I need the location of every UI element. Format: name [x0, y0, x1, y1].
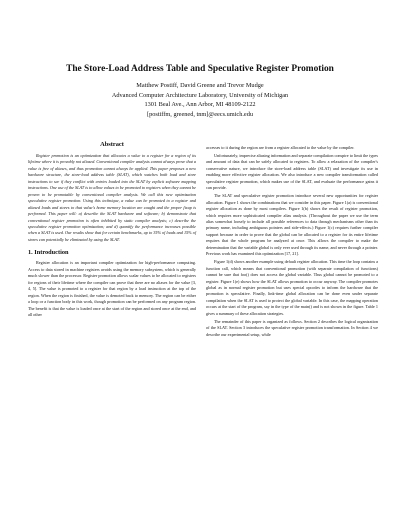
author-names: Matthew Postiff, David Greene and Trevor Mudge [136, 82, 264, 89]
body-paragraph: The SLAT and speculative register promotion introduce several new opportunities for register allocation. Figure 1 shows the combinations that we consider in this paper. Figure 1(a) is conventional register allocation as done by most compilers. Figure 1(b) shows the result of register promotion, which requires more sophisticated compiler alias analysis. (Throughout the paper we use the term alias somewhat loosely to include all possible references to data through mechanisms other than its primary name, including ambiguous pointers and side-effects.) Figure 1(c) requires further compiler support because in order to prove that the global can be allocated to a register for its entire lifetime requires that the whole program be analyzed at once. This allows the compiler to make the determination that the variable global is only ever used through its name, and never through a pointer. Previous work has examined this optimization [17, 21]. [206, 193, 378, 257]
right-column [206, 145, 378, 338]
body-paragraph: Unfortunately, imprecise aliasing information and separate compilation conspire to limit the types and amount of data that can be safely allocated to registers. To allow a relaxation of the compiler's conservative nature, we introduce the store-load address table (SLAT) and investigate its use in enabling more effective register allocation. We also introduce a new compiler transformation called speculative register promotion, which makes use of the SLAT, and evaluate the performance gains it can provide. [206, 152, 378, 191]
section-heading-introduction: 1. Introduction [28, 249, 69, 257]
body-paragraph: The remainder of this paper is organized as follows. Section 2 describes the logical organization of the SLAT. Section 3 introduces the speculative register promotion transformation. In Section 4 we describe our experimental setup, while [206, 318, 378, 337]
author-affiliation: Advanced Computer Architecture Laboratory, University of Michigan [111, 91, 289, 99]
author-address: 1301 Beal Ave., Ann Arbor, MI 48109-2122 [144, 101, 256, 109]
abstract-heading: Abstract [100, 141, 124, 148]
abstract-text: Register promotion is an optimization that allocates a value to a register for a region of its lifetime where it is provably not aliased. Conventional compiler analysis cannot always prove that a value is free of aliases, and thus promotion cannot always be applied. This paper proposes a new hardware structure, the store-load address table (SLAT), which watches both load and store instructions to see if they conflict with entries loaded into the SLAT by explicit software mapping instructions. One use of the SLAT is to allow values to be promoted to registers when they cannot be proven to be promotable by conventional compiler analysis. We call this new optimization speculative register promotion. Using this technique, a value can be promoted to a register and aliased loads and stores to that value's home memory location are caught and the proper fixup is performed. This paper will: a) describe the SLAT hardware and software; b) demonstrate that conventional register promotion is often inhibited by static compiler analysis; c) describe the speculative register promotion optimization; and d) quantify the performance increases possible when a SLAT is used. Our results show that for certain benchmarks, up to 35% of loads and 15% of stores can potentially be eliminated by using the SLAT. [28, 153, 196, 242]
author-email: [postiffm, greened, tnm]@eecs.umich.edu [146, 110, 254, 118]
body-paragraph: Figure 1(d) shows another example using default register allocation. This time the loop contains a function call, which means that conventional promotion (with separate compilation of functions) cannot be sure that foo() does not access the global variable. Thus global cannot be promoted to a register. Figure 1(e) shows how the SLAT allows promotion to occur anyway. The compiler promotes global as in normal register promotion but uses special opcodes to inform the hardware that the promotion is speculative. Finally, link-time global allocation can be done even under separate compilation when the SLAT is used to protect the global variable. In this case, the mapping operation occurs at the start of the program, say in the type of the main() and is not shown in the figure. Table 1 gives a summary of these allocation strategies. [206, 259, 378, 316]
left-column [28, 140, 196, 318]
intro-paragraph: Register allocation is an important compiler optimization for high-performance computing. Access to data stored in machine registers avoids using the memory subsystem, which is generally much slower than the processor. Register promotion allows scalar values to be allocated to registers for regions of their lifetime where the compiler can prove that there are no aliases for the value [3, 4, 5]. The value is promoted to a register for that region by a load instruction at the top of the region. When the region is finished, the value is demoted back to memory. The region can be either a loop or a function body in this work, though promotion can be performed on any program region. The benefit is that the value is loaded once at the start of the region and stored once at the end, and all other [28, 260, 196, 317]
paper-title: The Store-Load Address Table and Speculative Register Promotion [66, 64, 334, 74]
body-paragraph-continued: accesses to it during the region are from a register allocated to the value by the compiler. [206, 145, 355, 150]
author-block [20, 81, 380, 119]
